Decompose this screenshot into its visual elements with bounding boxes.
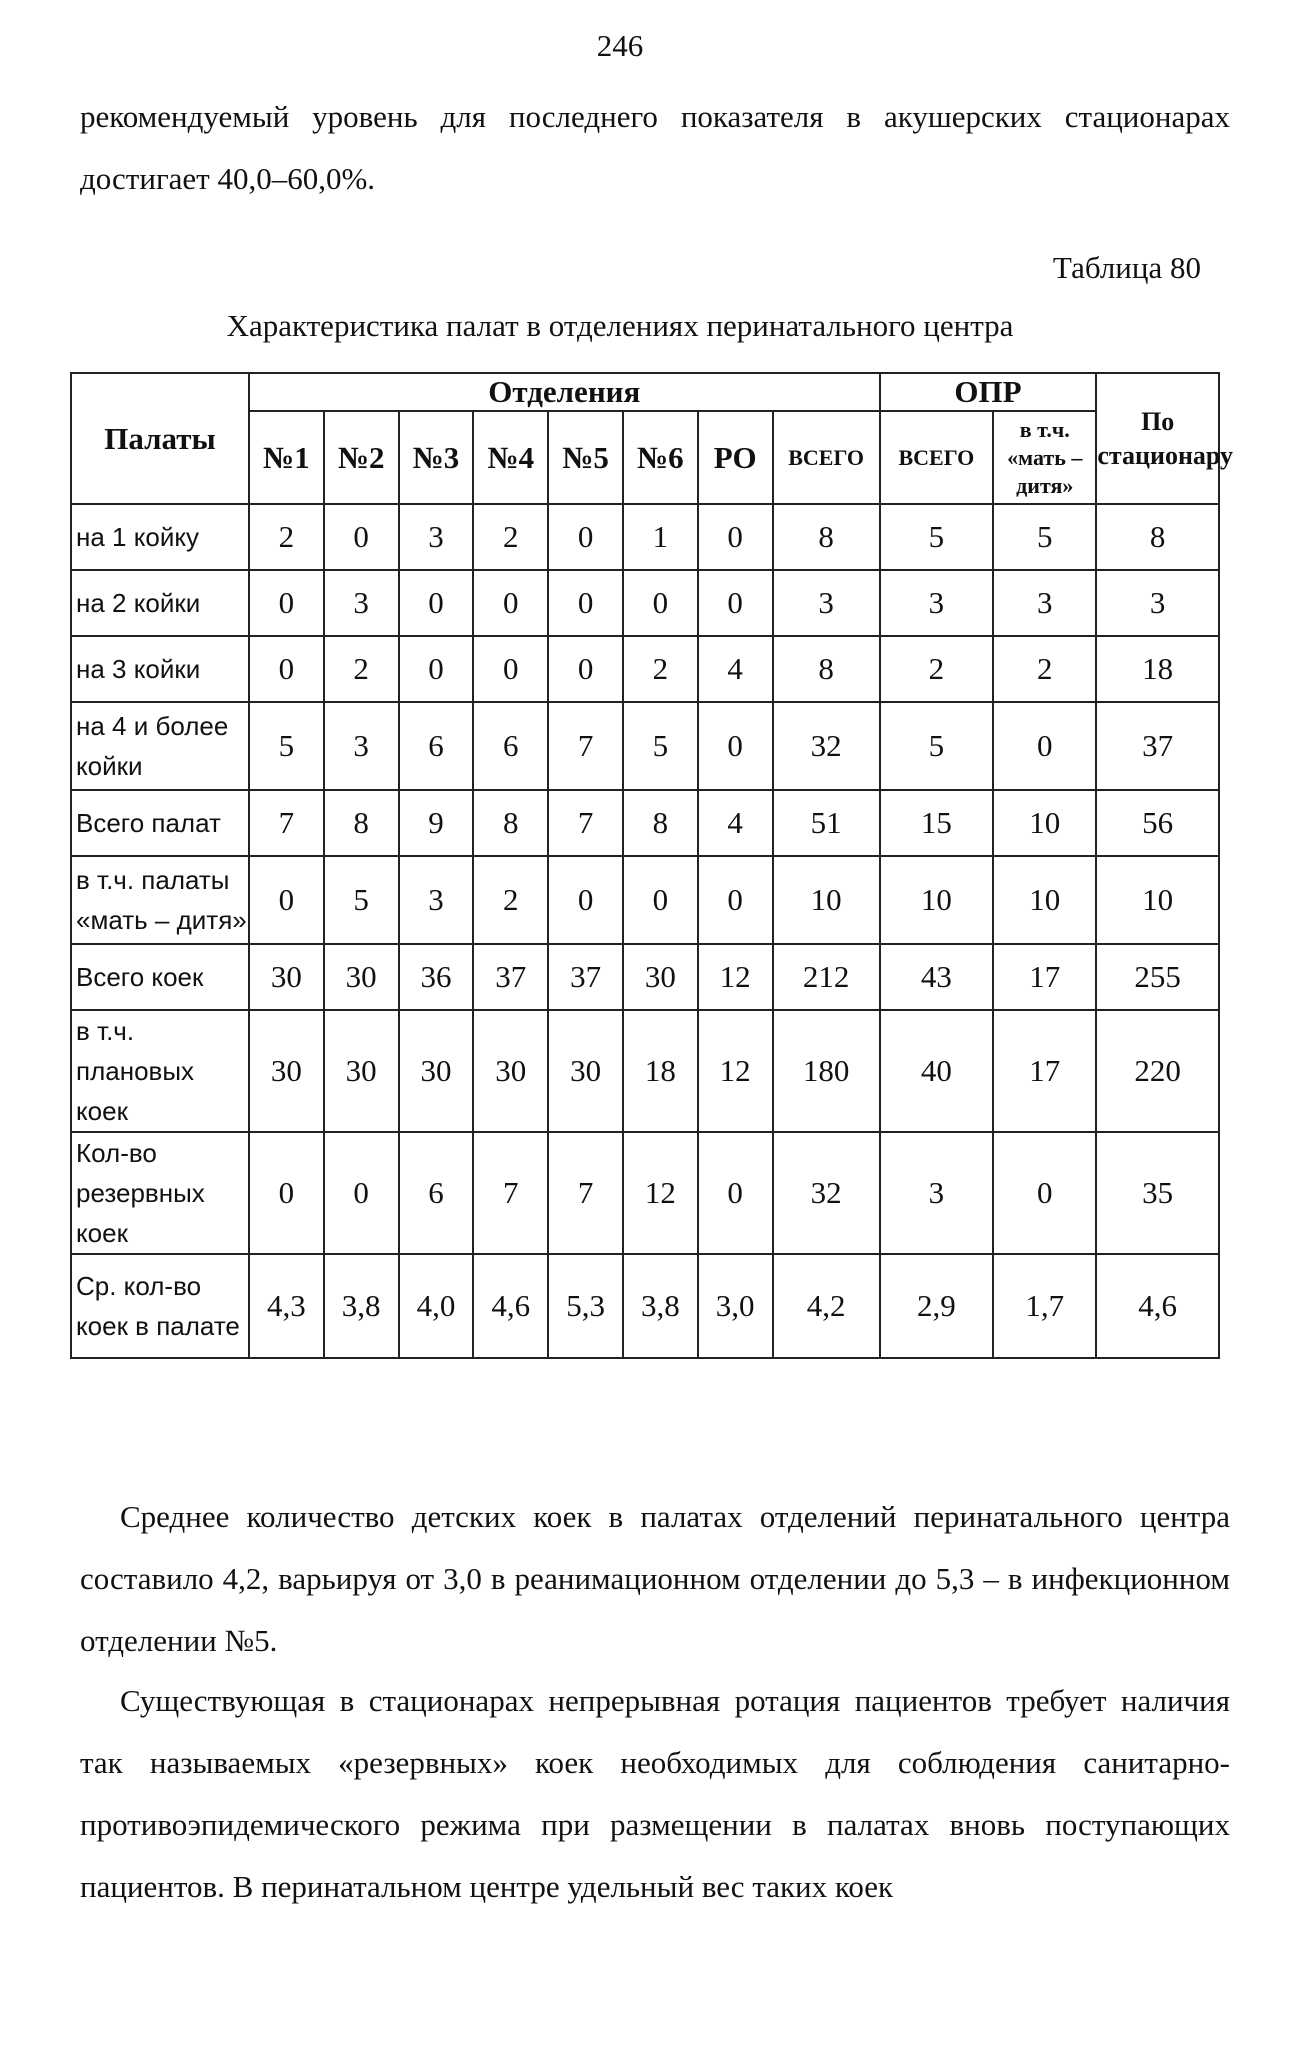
table-cell: 3: [1096, 570, 1219, 636]
table-cell: 4: [698, 636, 773, 702]
table-cell: 0: [993, 702, 1096, 790]
table-cell: 8: [623, 790, 698, 856]
table-cell: 37: [473, 944, 548, 1010]
table-cell: 3: [324, 570, 399, 636]
header-col: ВСЕГО: [773, 411, 880, 504]
table-cell: 2: [880, 636, 994, 702]
table-row: [71, 1010, 1219, 1132]
table-cell: 9: [399, 790, 474, 856]
table-cell: 6: [473, 702, 548, 790]
table-cell: 3: [880, 570, 994, 636]
table-cell: 0: [399, 570, 474, 636]
row-label: в т.ч. плановых коек: [71, 1010, 249, 1132]
table-cell: 0: [548, 636, 623, 702]
table-cell: 2: [249, 504, 324, 570]
table-cell: 8: [773, 504, 880, 570]
header-col: №6: [623, 411, 698, 504]
table-cell: 0: [623, 856, 698, 944]
table-cell: 0: [698, 702, 773, 790]
paragraph-2-text: Существующая в стационарах непрерывная ротация пациентов требует наличия так называемых «резервных» коек необходимых для соблюдения санитарно-противоэпидемического режима при размещении в палатах вновь поступающих пациентов. В перинатальном центре удельный вес таких коек: [80, 1683, 1230, 1904]
table-cell: 17: [993, 944, 1096, 1010]
table-cell: 2: [623, 636, 698, 702]
table-cell: 3: [993, 570, 1096, 636]
table-row: [71, 504, 1219, 570]
table-cell: 30: [473, 1010, 548, 1132]
table-cell: 10: [993, 856, 1096, 944]
table-cell: 12: [698, 1010, 773, 1132]
table-cell: 4,3: [249, 1254, 324, 1358]
table-cell: 0: [473, 636, 548, 702]
intro-paragraph: рекомендуемый уровень для последнего показателя в акушерских стационарах достигает 40,0–60,0%.: [80, 99, 1230, 196]
header-col: №5: [548, 411, 623, 504]
table-cell: 0: [993, 1132, 1096, 1254]
table-cell: 6: [399, 1132, 474, 1254]
paragraph-1: [80, 1486, 1230, 1672]
table-cell: 7: [548, 790, 623, 856]
paragraph-2: [80, 1670, 1230, 1918]
table-cell: 5: [324, 856, 399, 944]
table-cell: 255: [1096, 944, 1219, 1010]
table-cell: 0: [249, 1132, 324, 1254]
table-title: Характеристика палат в отделениях перинатального центра: [226, 308, 1014, 343]
paragraph-1-text: Среднее количество детских коек в палатах отделений перинатального центра составило 4,2, варьируя от 3,0 в реанимационном отделении до 5,3 – в инфекционном отделении №5.: [80, 1499, 1230, 1658]
table-cell: 0: [473, 570, 548, 636]
table-cell: 0: [698, 1132, 773, 1254]
table-cell: 37: [1096, 702, 1219, 790]
table-cell: 7: [548, 702, 623, 790]
row-label: Всего палат: [71, 790, 249, 856]
table-cell: 0: [249, 856, 324, 944]
table-cell: 3: [773, 570, 880, 636]
table-cell: 220: [1096, 1010, 1219, 1132]
header-hospital-total: По стационару: [1096, 373, 1219, 504]
header-col: №4: [473, 411, 548, 504]
table-cell: 5: [993, 504, 1096, 570]
table-cell: 180: [773, 1010, 880, 1132]
table-cell: 30: [324, 944, 399, 1010]
header-row-label: Палаты: [71, 373, 249, 504]
table-cell: 15: [880, 790, 994, 856]
table-cell: 0: [698, 570, 773, 636]
table-cell: 2: [324, 636, 399, 702]
table-cell: 12: [698, 944, 773, 1010]
header-col: РО: [698, 411, 773, 504]
row-label: на 2 койки: [71, 570, 249, 636]
table-cell: 8: [773, 636, 880, 702]
table-cell: 4,0: [399, 1254, 474, 1358]
table-cell: 0: [249, 570, 324, 636]
table-cell: 2: [993, 636, 1096, 702]
table-row: [71, 1132, 1219, 1254]
table-cell: 43: [880, 944, 994, 1010]
header-col: ВСЕГО: [880, 411, 994, 504]
table-cell: 30: [623, 944, 698, 1010]
table-cell: 5: [880, 504, 994, 570]
header-col: №2: [324, 411, 399, 504]
table-cell: 7: [473, 1132, 548, 1254]
row-label: Кол-во резервных коек: [71, 1132, 249, 1254]
table-cell: 51: [773, 790, 880, 856]
table-cell: 8: [473, 790, 548, 856]
table-cell: 30: [249, 1010, 324, 1132]
table-cell: 3,8: [623, 1254, 698, 1358]
table-cell: 30: [399, 1010, 474, 1132]
wards-table: [70, 372, 1234, 1359]
table-cell: 30: [249, 944, 324, 1010]
table-cell: 0: [399, 636, 474, 702]
table-cell: 5: [880, 702, 994, 790]
table-cell: 10: [1096, 856, 1219, 944]
table-row: [71, 856, 1219, 944]
table-cell: 12: [623, 1132, 698, 1254]
table-cell: 40: [880, 1010, 994, 1132]
table-cell: 32: [773, 1132, 880, 1254]
row-label: Всего коек: [71, 944, 249, 1010]
table-cell: 0: [548, 570, 623, 636]
table-row: [71, 702, 1219, 790]
table-cell: 2: [473, 856, 548, 944]
table-cell: 4,6: [1096, 1254, 1219, 1358]
table-cell: 10: [773, 856, 880, 944]
header-col: №3: [399, 411, 474, 504]
table-cell: 8: [324, 790, 399, 856]
table-cell: 30: [548, 1010, 623, 1132]
table-cell: 32: [773, 702, 880, 790]
header-col: в т.ч. «мать – дитя»: [993, 411, 1096, 504]
table-cell: 0: [698, 504, 773, 570]
table-cell: 5: [623, 702, 698, 790]
table-cell: 3: [880, 1132, 994, 1254]
table-cell: 18: [1096, 636, 1219, 702]
table-cell: 3,0: [698, 1254, 773, 1358]
table-cell: 2,9: [880, 1254, 994, 1358]
header-departments: Отделения: [249, 373, 880, 411]
table-cell: 0: [623, 570, 698, 636]
table-cell: 212: [773, 944, 880, 1010]
table-cell: 17: [993, 1010, 1096, 1132]
table-cell: 4,6: [473, 1254, 548, 1358]
row-label: на 4 и более койки: [71, 702, 249, 790]
row-label: на 3 койки: [71, 636, 249, 702]
table-cell: 4,2: [773, 1254, 880, 1358]
table-cell: 18: [623, 1010, 698, 1132]
table-row: [71, 1254, 1219, 1358]
table-cell: 4: [698, 790, 773, 856]
table-cell: 0: [698, 856, 773, 944]
table-cell: 6: [399, 702, 474, 790]
header-opr: ОПР: [880, 373, 1097, 411]
table-cell: 3,8: [324, 1254, 399, 1358]
row-label: Ср. кол-во коек в палате: [71, 1254, 249, 1358]
table-cell: 2: [473, 504, 548, 570]
header-col: №1: [249, 411, 324, 504]
table-cell: 7: [249, 790, 324, 856]
table-cell: 5: [249, 702, 324, 790]
row-label: на 1 койку: [71, 504, 249, 570]
table-cell: 35: [1096, 1132, 1219, 1254]
table-cell: 0: [324, 504, 399, 570]
table-cell: 5,3: [548, 1254, 623, 1358]
table-cell: 30: [324, 1010, 399, 1132]
table-cell: 56: [1096, 790, 1219, 856]
row-label: в т.ч. палаты «мать – дитя»: [71, 856, 249, 944]
table-cell: 1,7: [993, 1254, 1096, 1358]
table-cell: 7: [548, 1132, 623, 1254]
table-cell: 36: [399, 944, 474, 1010]
table-cell: 0: [548, 856, 623, 944]
table-cell: 8: [1096, 504, 1219, 570]
table-cell: 1: [623, 504, 698, 570]
table-cell: 10: [993, 790, 1096, 856]
table-cell: 3: [324, 702, 399, 790]
table-label: Таблица 80: [1052, 250, 1201, 285]
table-row: [71, 636, 1219, 702]
page-number: 246: [596, 28, 644, 63]
table-cell: 0: [324, 1132, 399, 1254]
table-row: [71, 944, 1219, 1010]
table-cell: 3: [399, 504, 474, 570]
table-cell: 10: [880, 856, 994, 944]
table-cell: 0: [548, 504, 623, 570]
table-row: [71, 570, 1219, 636]
table-cell: 3: [399, 856, 474, 944]
table-cell: 37: [548, 944, 623, 1010]
table-cell: 0: [249, 636, 324, 702]
table-row: [71, 790, 1219, 856]
